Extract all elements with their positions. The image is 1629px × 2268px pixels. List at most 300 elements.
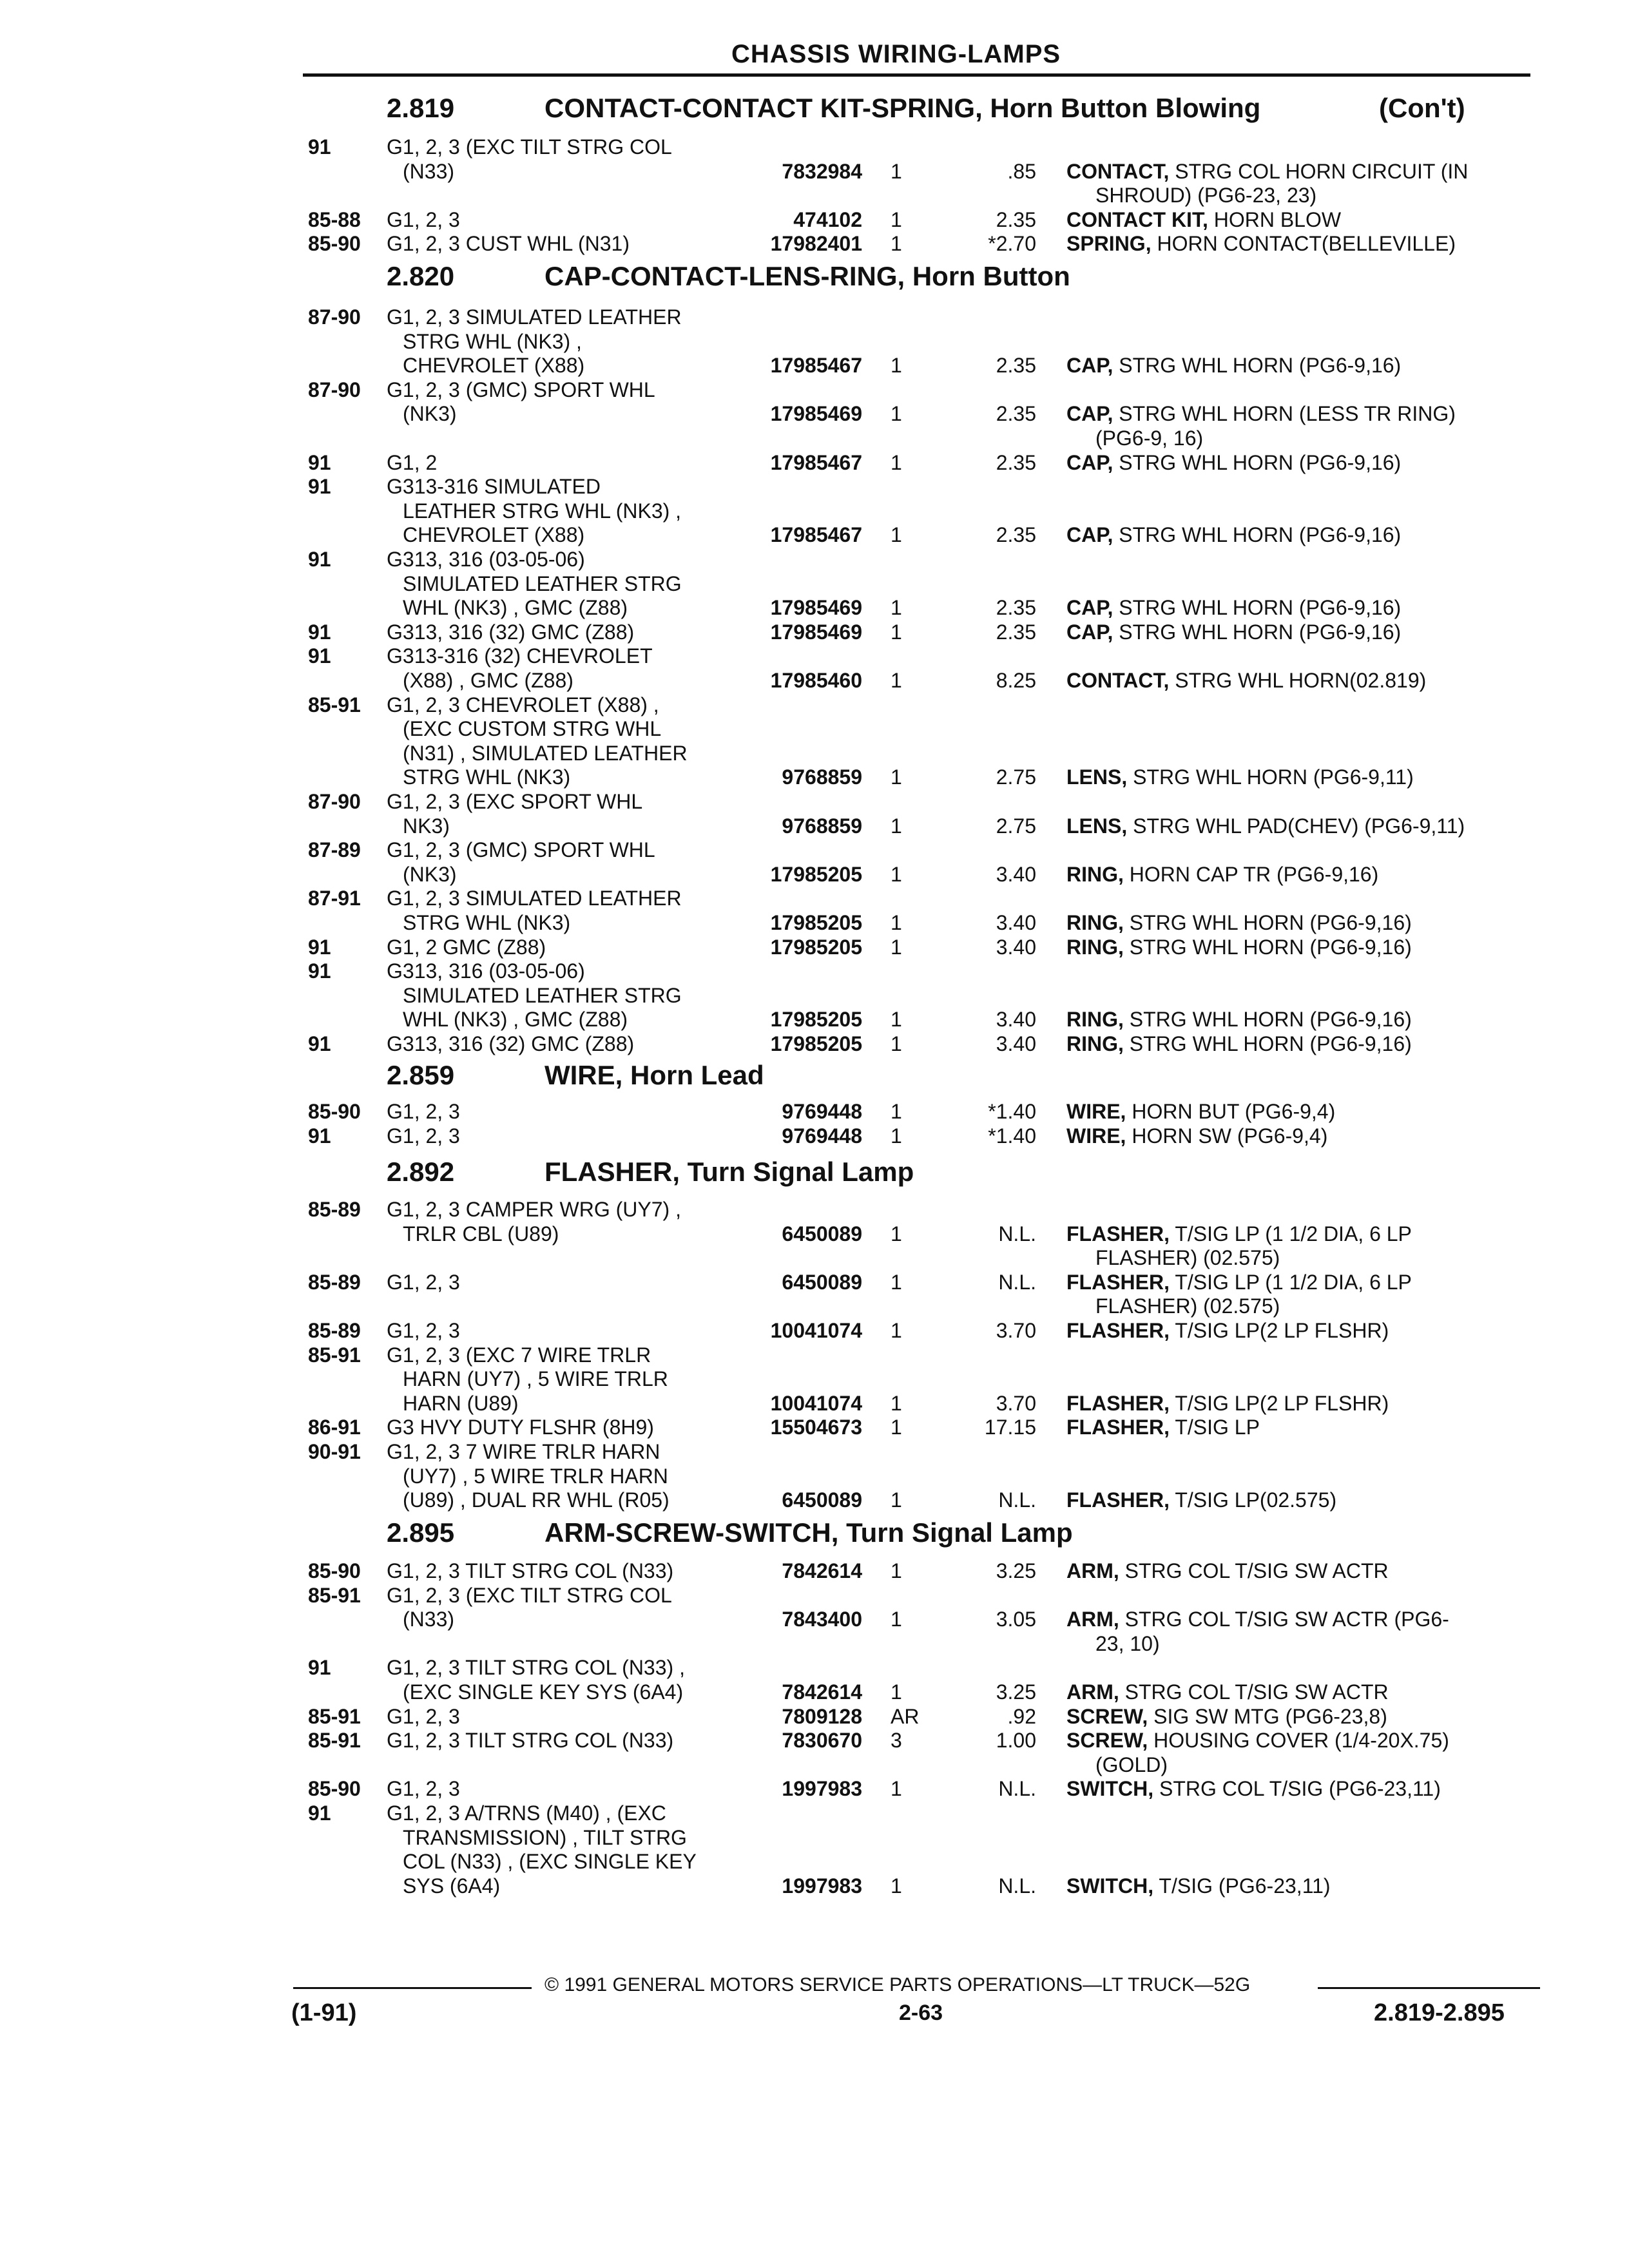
section-number: 2.895 <box>387 1517 455 1548</box>
application: G1, 2, 3 (EXC TILT STRG COL <box>387 1583 672 1607</box>
table-row <box>0 1343 1629 1368</box>
section-title: WIRE, Horn Lead <box>545 1060 764 1090</box>
description <box>1066 1416 1260 1439</box>
application: G1, 2, 3 TILT STRG COL (N33) <box>387 1559 674 1582</box>
application: G313, 316 (03-05-06) <box>387 959 585 983</box>
quantity: 1 <box>891 207 902 231</box>
part-number: 6450089 <box>782 1222 862 1245</box>
application: (N31) , SIMULATED LEATHER <box>403 741 688 765</box>
section-continued: (Con't) <box>1379 93 1465 123</box>
part-number: 6450089 <box>782 1270 862 1294</box>
application: (N33) <box>403 1608 455 1631</box>
description <box>1066 208 1341 232</box>
quantity: 1 <box>891 1680 902 1704</box>
table-row <box>0 1271 1629 1295</box>
application: G313, 316 (32) GMC (Z88) <box>387 620 635 644</box>
quantity: 1 <box>891 1124 902 1148</box>
price: 2.35 <box>996 523 1036 547</box>
quantity: 1 <box>891 1032 902 1055</box>
model-year: 85-91 <box>308 1729 361 1753</box>
description-name: ARM, <box>1066 1559 1119 1582</box>
description-name: CONTACT, <box>1066 669 1170 692</box>
model-year: 85-89 <box>308 1319 361 1342</box>
quantity: 1 <box>891 159 902 183</box>
quantity: 1 <box>891 935 902 959</box>
description-text: STRG WHL PAD(CHEV) (PG6-9,11) <box>1133 814 1465 838</box>
quantity: 1 <box>891 911 902 934</box>
table-row <box>0 693 1629 718</box>
table-row <box>0 1705 1629 1729</box>
application: G1, 2, 3 SIMULATED LEATHER <box>387 887 682 910</box>
part-number: 17985205 <box>770 911 862 934</box>
description-name: FLASHER, <box>1066 1319 1170 1342</box>
quantity: 1 <box>891 862 902 886</box>
description-text: (PG6-9, 16) <box>1095 427 1204 450</box>
application: G1, 2, 3 A/TRNS (M40) , (EXC <box>387 1802 666 1825</box>
table-row <box>0 1294 1629 1319</box>
description-name: LENS, <box>1066 765 1128 789</box>
table-row <box>0 1874 1629 1899</box>
model-year: 91 <box>308 450 331 474</box>
description <box>1066 814 1465 838</box>
description-text: STRG COL HORN CIRCUIT (IN <box>1175 159 1469 183</box>
description <box>1066 620 1401 644</box>
table-row <box>0 911 1629 936</box>
description-name: FLASHER, <box>1066 1222 1170 1245</box>
description <box>1066 1874 1331 1898</box>
application: G1, 2, 3 CAMPER WRG (UY7) , <box>387 1198 681 1221</box>
part-number: 1997983 <box>782 1777 862 1801</box>
description <box>1095 1294 1280 1318</box>
table-row <box>0 644 1629 669</box>
model-year: 91 <box>308 620 331 644</box>
description-text: HORN CONTACT(BELLEVILLE) <box>1157 232 1456 256</box>
description-text: STRG WHL HORN (PG6-9,16) <box>1119 354 1402 378</box>
description-text: STRG WHL HORN (PG6-9,16) <box>1119 523 1402 547</box>
table-row <box>0 863 1629 887</box>
description <box>1066 232 1456 256</box>
description-text: STRG WHL HORN (PG6-9,11) <box>1133 765 1414 789</box>
table-row <box>0 499 1629 524</box>
quantity: 1 <box>891 1777 902 1801</box>
application: G1, 2, 3 <box>387 1100 460 1123</box>
quantity: AR <box>891 1704 920 1728</box>
part-number: 17985205 <box>770 935 862 959</box>
table-row <box>0 208 1629 233</box>
model-year: 85-88 <box>308 207 361 231</box>
footer-page-number: 2-63 <box>899 2001 943 2025</box>
description-name: FLASHER, <box>1066 1391 1170 1415</box>
description <box>1095 427 1203 450</box>
quantity: 1 <box>891 1608 902 1631</box>
model-year: 87-89 <box>308 838 361 862</box>
table-row <box>0 1584 1629 1608</box>
application: G313-316 SIMULATED <box>387 475 601 499</box>
model-year: 87-90 <box>308 305 361 329</box>
part-number: 9769448 <box>782 1100 862 1123</box>
application: STRG WHL (NK3) <box>403 765 571 789</box>
quantity: 1 <box>891 596 902 620</box>
quantity: 1 <box>891 1416 902 1439</box>
description-name: FLASHER, <box>1066 1270 1170 1294</box>
table-row <box>0 1465 1629 1489</box>
table-row <box>0 1392 1629 1416</box>
application: G313-316 (32) CHEVROLET <box>387 644 653 668</box>
quantity: 1 <box>891 232 902 256</box>
description-text: T/SIG (PG6-23,11) <box>1159 1874 1331 1898</box>
price: N.L. <box>998 1222 1036 1245</box>
table-row <box>0 742 1629 766</box>
quantity: 1 <box>891 1008 902 1032</box>
description <box>1066 1729 1449 1753</box>
description-text: STRG COL T/SIG SW ACTR <box>1124 1559 1389 1582</box>
application: TRANSMISSION) , TILT STRG <box>403 1825 687 1849</box>
section-number: 2.859 <box>387 1060 455 1090</box>
application: G313, 316 (32) GMC (Z88) <box>387 1032 635 1055</box>
description-text: HORN BLOW <box>1213 207 1342 231</box>
quantity: 1 <box>891 1559 902 1582</box>
footer-rule-right <box>1318 1987 1540 1989</box>
application: G313, 316 (03-05-06) <box>387 548 585 571</box>
description-name: RING, <box>1066 1008 1124 1032</box>
model-year: 91 <box>308 644 331 668</box>
description-name: RING, <box>1066 1032 1124 1055</box>
application: (NK3) <box>403 402 457 426</box>
description-text: STRG COL T/SIG SW ACTR <box>1124 1680 1389 1704</box>
application: SIMULATED LEATHER STRG <box>403 572 682 595</box>
table-row <box>0 548 1629 572</box>
section-number: 2.820 <box>387 261 455 291</box>
description-text: T/SIG LP (1 1/2 DIA, 6 LP <box>1175 1270 1412 1294</box>
application: (NK3) <box>403 862 457 886</box>
description <box>1066 1488 1336 1512</box>
model-year: 91 <box>308 135 331 159</box>
description-text: 23, 10) <box>1095 1631 1160 1655</box>
application: (N33) <box>403 159 455 183</box>
description <box>1066 596 1401 620</box>
description <box>1066 1124 1327 1148</box>
model-year: 91 <box>308 1802 331 1825</box>
model-year: 85-91 <box>308 693 361 716</box>
application: G1, 2, 3 <box>387 1777 460 1801</box>
table-row <box>0 135 1629 160</box>
table-row <box>0 1656 1629 1680</box>
description-text: T/SIG LP <box>1175 1416 1260 1439</box>
price: *1.40 <box>988 1124 1036 1148</box>
table-row <box>0 1100 1629 1124</box>
table-row <box>0 1246 1629 1271</box>
part-number: 1997983 <box>782 1874 862 1898</box>
description <box>1066 1777 1441 1801</box>
description-text: T/SIG LP (1 1/2 DIA, 6 LP <box>1175 1222 1412 1245</box>
table-row <box>0 184 1629 208</box>
application: G1, 2 <box>387 450 438 474</box>
description-name: CAP, <box>1066 354 1113 378</box>
application: HARN (UY7) , 5 WIRE TRLR <box>403 1367 668 1391</box>
quantity: 1 <box>891 450 902 474</box>
price: .92 <box>1007 1704 1036 1728</box>
price: N.L. <box>998 1270 1036 1294</box>
description-name: SCREW, <box>1066 1704 1148 1728</box>
description-name: SWITCH, <box>1066 1777 1154 1801</box>
description <box>1095 1632 1160 1656</box>
description-name: ARM, <box>1066 1680 1119 1704</box>
table-row <box>0 427 1629 451</box>
application: G1, 2, 3 TILT STRG COL (N33) , <box>387 1656 685 1680</box>
description <box>1066 1608 1449 1631</box>
description <box>1095 1246 1280 1270</box>
table-row <box>0 1777 1629 1802</box>
quantity: 1 <box>891 1270 902 1294</box>
model-year: 85-90 <box>308 1100 361 1123</box>
description <box>1066 911 1412 935</box>
table-row <box>0 354 1629 378</box>
price: .85 <box>1007 159 1036 183</box>
description <box>1066 523 1401 547</box>
description-text: HORN CAP TR (PG6-9,16) <box>1129 862 1379 886</box>
price: 3.70 <box>996 1319 1036 1342</box>
part-number: 10041074 <box>770 1319 862 1342</box>
description-name: CAP, <box>1066 523 1113 547</box>
table-row <box>0 475 1629 499</box>
application: G1, 2, 3 CHEVROLET (X88) , <box>387 693 659 716</box>
part-number: 17985467 <box>770 354 862 378</box>
part-number: 17985205 <box>770 1008 862 1032</box>
description-name: SWITCH, <box>1066 1874 1154 1898</box>
table-row <box>0 1032 1629 1057</box>
description <box>1066 354 1401 378</box>
quantity: 1 <box>891 1319 902 1342</box>
part-number: 7832984 <box>782 159 862 183</box>
description-name: CAP, <box>1066 620 1113 644</box>
table-row <box>0 1124 1629 1149</box>
footer-date-code: (1-91) <box>291 1999 357 2026</box>
description-name: CONTACT, <box>1066 159 1170 183</box>
model-year: 85-90 <box>308 232 361 256</box>
application: G1, 2, 3 <box>387 207 460 231</box>
model-year: 85-90 <box>308 1777 361 1801</box>
part-number: 7842614 <box>782 1680 862 1704</box>
price: 3.25 <box>996 1680 1036 1704</box>
model-year: 87-90 <box>308 378 361 401</box>
price: 2.75 <box>996 765 1036 789</box>
model-year: 85-89 <box>308 1198 361 1221</box>
description <box>1066 863 1378 887</box>
application: (X88) , GMC (Z88) <box>403 669 574 692</box>
model-year: 86-91 <box>308 1416 361 1439</box>
description-text: STRG WHL HORN(02.819) <box>1175 669 1427 692</box>
description-text: STRG WHL HORN (PG6-9,16) <box>1119 596 1402 620</box>
description <box>1066 1032 1412 1056</box>
footer-range: 2.819-2.895 <box>1374 1999 1505 2026</box>
application: (U89) , DUAL RR WHL (R05) <box>403 1488 670 1512</box>
quantity: 1 <box>891 765 902 789</box>
application: LEATHER STRG WHL (NK3) , <box>403 499 682 523</box>
table-row <box>0 1559 1629 1584</box>
table-row <box>0 984 1629 1008</box>
model-year: 87-91 <box>308 887 361 910</box>
application: G1, 2, 3 (GMC) SPORT WHL <box>387 378 655 401</box>
part-number: 7809128 <box>782 1704 862 1728</box>
description-text: STRG WHL HORN (PG6-9,16) <box>1129 1008 1412 1032</box>
application: G1, 2, 3 <box>387 1319 460 1342</box>
model-year: 87-90 <box>308 790 361 813</box>
description-text: (GOLD) <box>1095 1753 1168 1776</box>
part-number: 9768859 <box>782 814 862 838</box>
table-row <box>0 1850 1629 1874</box>
application: SYS (6A4) <box>403 1874 501 1898</box>
description-name: LENS, <box>1066 814 1128 838</box>
table-row <box>0 1222 1629 1247</box>
description-text: HOUSING COVER (1/4-20X.75) <box>1153 1729 1449 1753</box>
application: G1, 2, 3 CUST WHL (N31) <box>387 232 630 256</box>
part-number: 17985469 <box>770 596 862 620</box>
table-row <box>0 717 1629 742</box>
application: STRG WHL (NK3) <box>403 911 571 934</box>
quantity: 1 <box>891 1488 902 1512</box>
quantity: 1 <box>891 620 902 644</box>
table-row <box>0 1319 1629 1343</box>
application: WHL (NK3) , GMC (Z88) <box>403 596 628 620</box>
quantity: 1 <box>891 402 902 426</box>
quantity: 1 <box>891 1222 902 1245</box>
section-title: CONTACT-CONTACT KIT-SPRING, Horn Button Blowing <box>545 93 1261 123</box>
table-row <box>0 232 1629 256</box>
part-number: 17982401 <box>770 232 862 256</box>
description-name: CONTACT KIT, <box>1066 207 1208 231</box>
price: 2.35 <box>996 620 1036 644</box>
price: *1.40 <box>988 1100 1036 1123</box>
application: CHEVROLET (X88) <box>403 523 585 547</box>
price: 1.00 <box>996 1729 1036 1753</box>
table-row <box>0 1802 1629 1826</box>
description-name: CAP, <box>1066 596 1113 620</box>
description <box>1066 765 1414 789</box>
part-number: 17985469 <box>770 402 862 426</box>
model-year: 85-91 <box>308 1583 361 1607</box>
description <box>1066 1222 1412 1246</box>
description-text: STRG WHL HORN (PG6-9,16) <box>1129 935 1412 959</box>
application: NK3) <box>403 814 450 838</box>
application: (UY7) , 5 WIRE TRLR HARN <box>403 1464 668 1488</box>
price: 2.35 <box>996 450 1036 474</box>
table-row <box>0 1440 1629 1465</box>
table-row <box>0 305 1629 330</box>
price: 2.35 <box>996 596 1036 620</box>
table-row <box>0 451 1629 476</box>
quantity: 1 <box>891 354 902 378</box>
table-row <box>0 596 1629 620</box>
description <box>1066 1319 1389 1343</box>
model-year: 91 <box>308 1656 331 1680</box>
description-name: CAP, <box>1066 450 1113 474</box>
description-text: HORN SW (PG6-9,4) <box>1132 1124 1328 1148</box>
part-number: 6450089 <box>782 1488 862 1512</box>
model-year: 91 <box>308 1032 331 1055</box>
table-row <box>0 572 1629 597</box>
application: (EXC SINGLE KEY SYS (6A4) <box>403 1680 684 1704</box>
application: G1, 2, 3 (GMC) SPORT WHL <box>387 838 655 862</box>
table-row <box>0 814 1629 839</box>
part-number: 474102 <box>793 207 862 231</box>
model-year: 91 <box>308 475 331 499</box>
table-row <box>0 402 1629 427</box>
quantity: 1 <box>891 523 902 547</box>
part-number: 10041074 <box>770 1391 862 1415</box>
part-number: 9769448 <box>782 1124 862 1148</box>
part-number: 17985467 <box>770 523 862 547</box>
table-row <box>0 1753 1629 1778</box>
model-year: 85-91 <box>308 1343 361 1367</box>
quantity: 1 <box>891 814 902 838</box>
application: SIMULATED LEATHER STRG <box>403 983 682 1007</box>
table-row <box>0 1729 1629 1753</box>
model-year: 85-90 <box>308 1559 361 1582</box>
application: G1, 2, 3 <box>387 1704 460 1728</box>
description-text: STRG COL T/SIG (PG6-23,11) <box>1159 1777 1441 1801</box>
price: 3.40 <box>996 1032 1036 1055</box>
price: N.L. <box>998 1488 1036 1512</box>
price: 3.40 <box>996 935 1036 959</box>
description-text: HORN BUT (PG6-9,4) <box>1132 1100 1336 1123</box>
price: 3.25 <box>996 1559 1036 1582</box>
table-row <box>0 1416 1629 1440</box>
description-text: STRG WHL HORN (LESS TR RING) <box>1119 402 1456 426</box>
application: TRLR CBL (U89) <box>403 1222 559 1245</box>
description-name: SCREW, <box>1066 1729 1148 1753</box>
table-row <box>0 838 1629 863</box>
application: WHL (NK3) , GMC (Z88) <box>403 1008 628 1032</box>
description <box>1066 1559 1389 1583</box>
table-row <box>0 790 1629 814</box>
application: STRG WHL (NK3) , <box>403 329 582 353</box>
price: 8.25 <box>996 669 1036 692</box>
table-row <box>0 1008 1629 1032</box>
description-text: T/SIG LP(2 LP FLSHR) <box>1175 1391 1389 1415</box>
application: G1, 2, 3 TILT STRG COL (N33) <box>387 1729 674 1753</box>
table-row <box>0 669 1629 693</box>
description <box>1066 669 1426 693</box>
quantity: 1 <box>891 669 902 692</box>
description-text: T/SIG LP(02.575) <box>1175 1488 1337 1512</box>
price: N.L. <box>998 1874 1036 1898</box>
table-row <box>0 887 1629 911</box>
description-name: RING, <box>1066 935 1124 959</box>
description <box>1066 1680 1389 1704</box>
description-text: FLASHER) (02.575) <box>1095 1246 1280 1270</box>
application: G1, 2, 3 (EXC 7 WIRE TRLR <box>387 1343 651 1367</box>
table-row <box>0 620 1629 645</box>
description-name: FLASHER, <box>1066 1416 1170 1439</box>
description-text: STRG WHL HORN (PG6-9,16) <box>1119 620 1402 644</box>
price: N.L. <box>998 1777 1036 1801</box>
description-name: WIRE, <box>1066 1124 1126 1148</box>
application: G1, 2, 3 7 WIRE TRLR HARN <box>387 1440 660 1463</box>
description-text: STRG WHL HORN (PG6-9,16) <box>1129 1032 1412 1055</box>
model-year: 91 <box>308 1124 331 1148</box>
description <box>1066 1100 1335 1124</box>
description <box>1066 1705 1387 1729</box>
description-text: SIG SW MTG (PG6-23,8) <box>1153 1704 1387 1728</box>
price: 3.05 <box>996 1608 1036 1631</box>
price: 3.70 <box>996 1391 1036 1415</box>
model-year: 90-91 <box>308 1440 361 1463</box>
description-name: FLASHER, <box>1066 1488 1170 1512</box>
description-name: RING, <box>1066 911 1124 934</box>
price: 2.35 <box>996 354 1036 378</box>
application: (EXC CUSTOM STRG WHL <box>403 717 662 741</box>
model-year: 85-89 <box>308 1270 361 1294</box>
